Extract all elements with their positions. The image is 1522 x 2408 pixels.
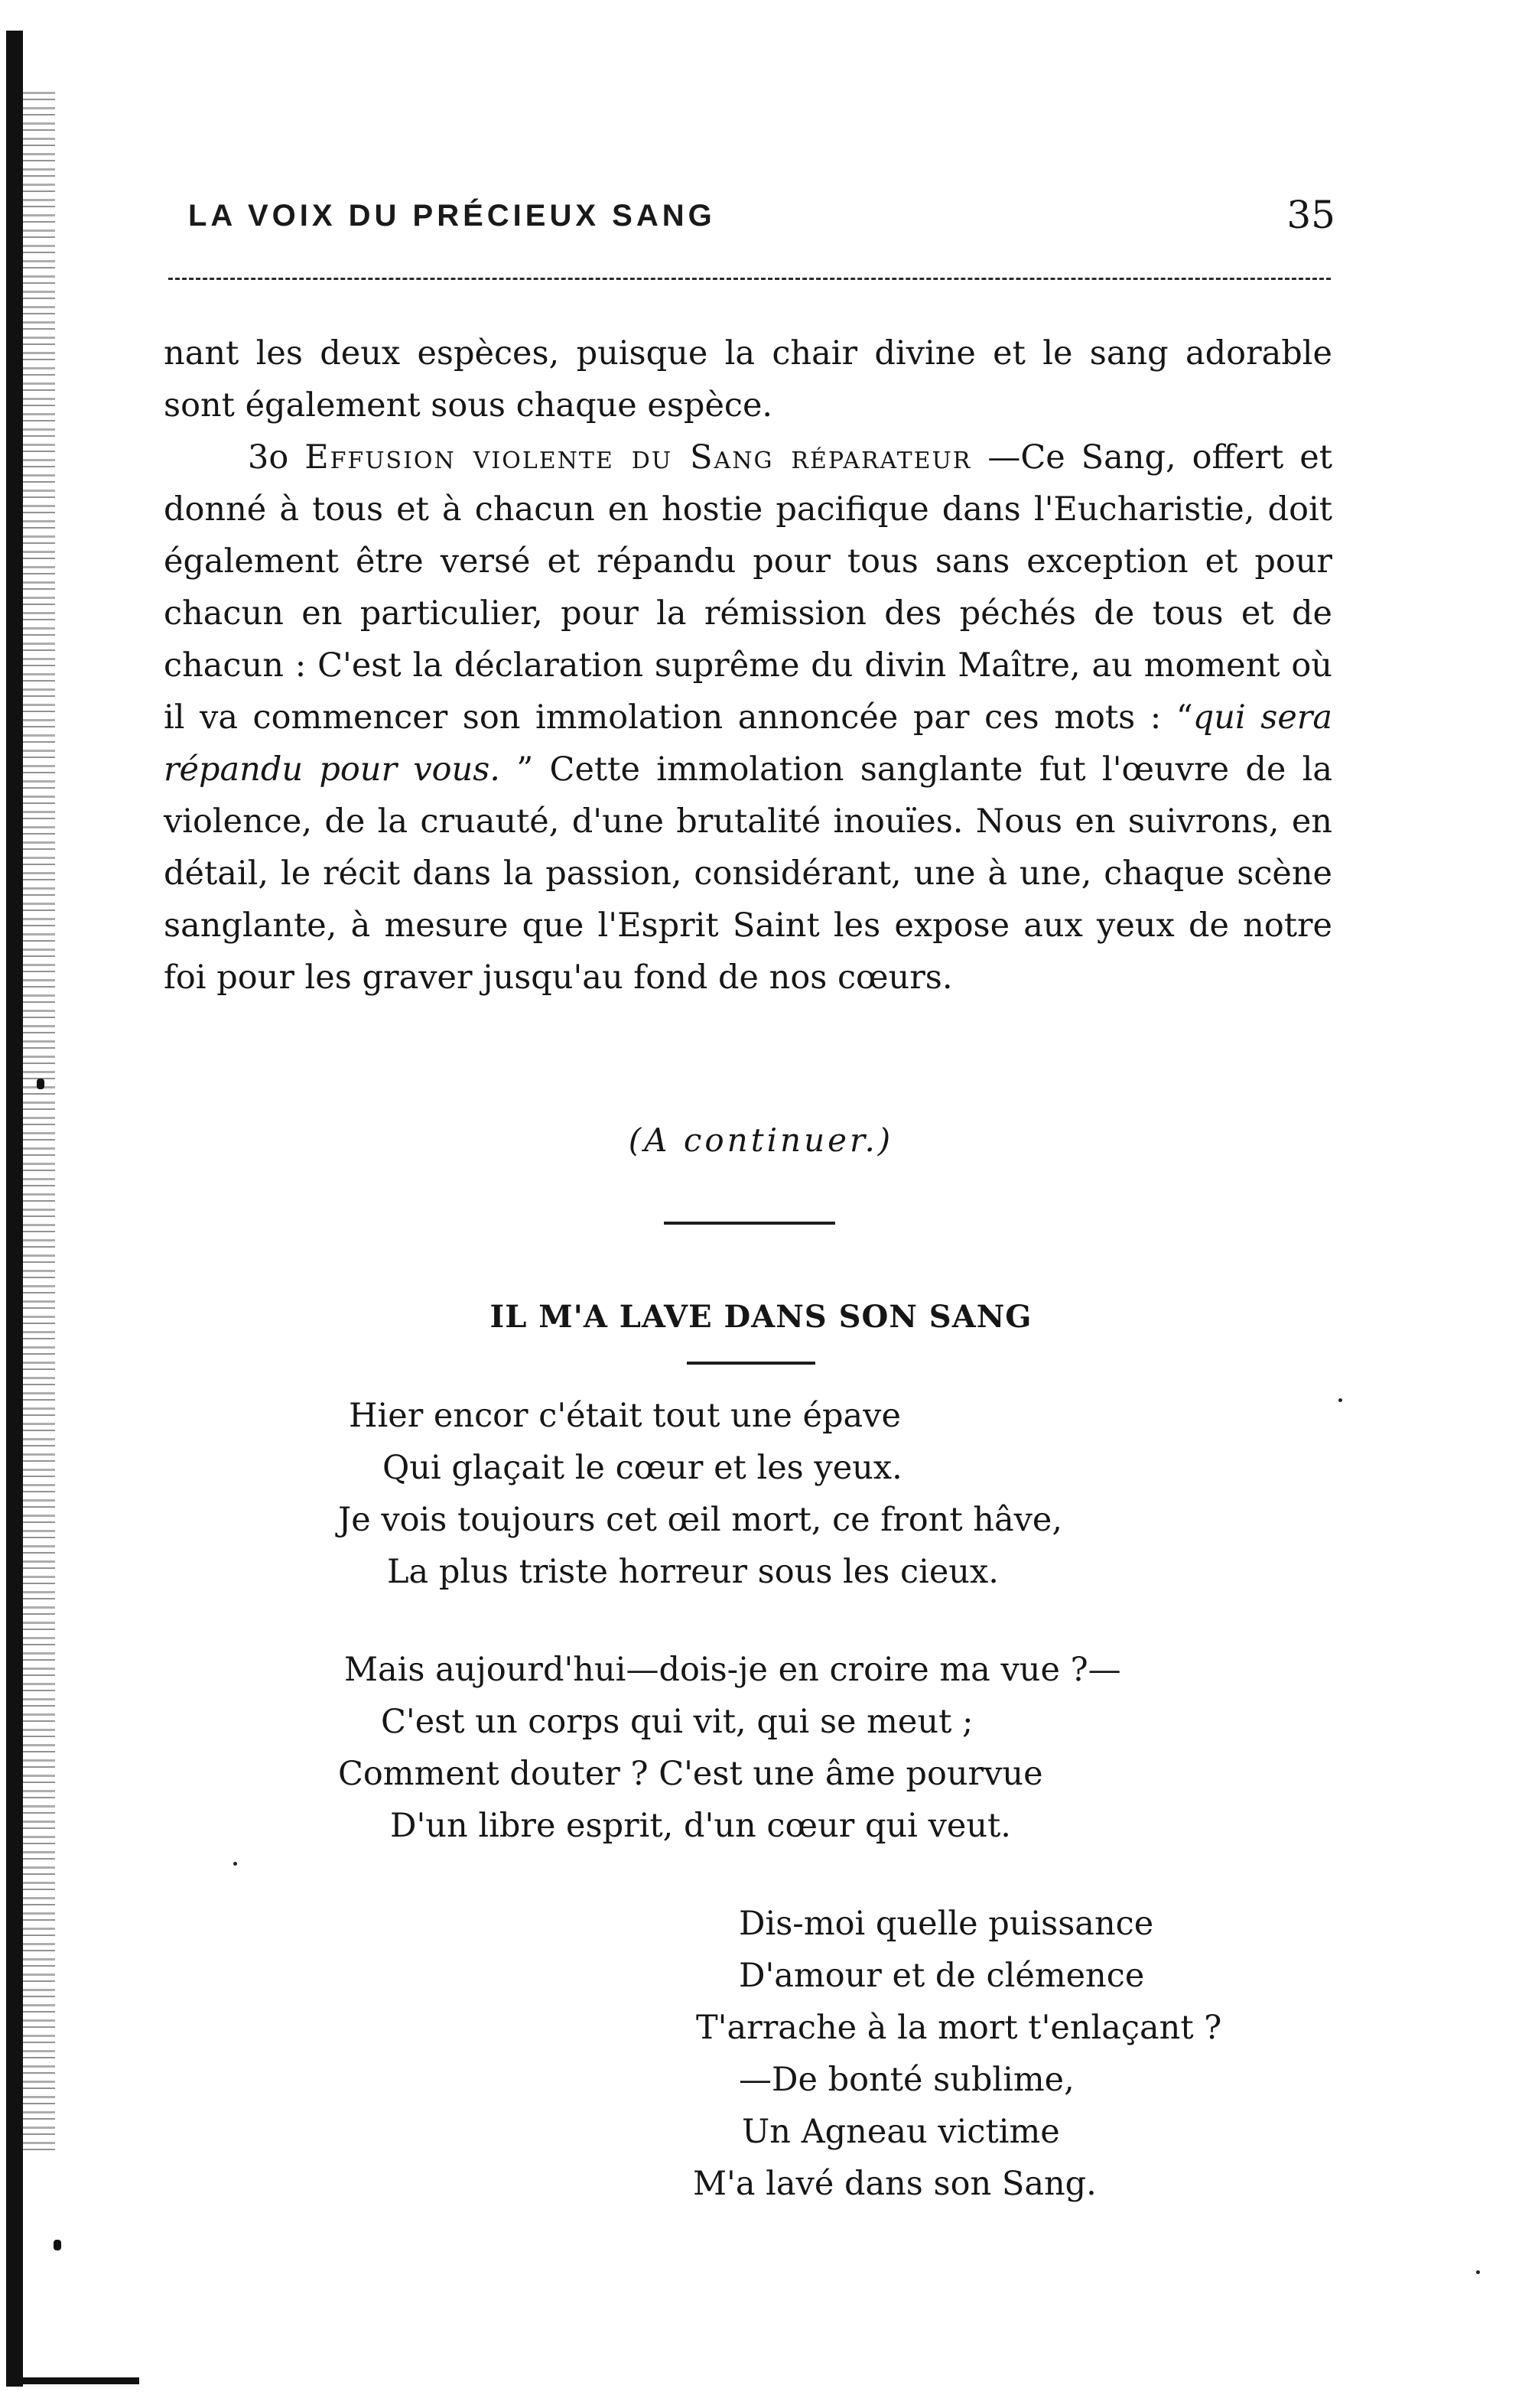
refrain-line: T'arrache à la mort t'enlaçant ? xyxy=(696,2009,1222,2047)
poem-line: Comment douter ? C'est une âme pourvue xyxy=(338,1755,1043,1793)
paragraph-2-text-a: —Ce Sang, offert et donné à tous et à chacun en hostie pacifique dans l'Eucharistie, doit également être versé et répandu pour tous sans exception et pour chacun en particulier, pour la rémission des péchés de tous et de chacun : C'est la déclaration suprême du divin Maître, au moment où il va commencer son immolation annoncée par ces mots : “ xyxy=(164,438,1333,737)
poem-line: La plus triste horreur sous les cieux. xyxy=(387,1553,999,1591)
poem-line: C'est un corps qui vit, qui se meut ; xyxy=(381,1703,974,1741)
section-heading: Effusion violente du Sang réparateur xyxy=(304,438,972,477)
binding-foot xyxy=(17,2377,139,2384)
poem-line: Hier encor c'était tout une épave xyxy=(349,1397,901,1435)
page-number: 35 xyxy=(1286,193,1335,237)
paragraph-2-text-b: ” Cette immolation sanglante fut l'œuvre de la violence, de la cruauté, d'une brutalité inouïes. Nous en suivrons, en détail, le récit dans la passion, considérant, une à une, chaque scène sanglante, à mesure que l'Esprit Saint les expose aux yeux de notre foi pour les graver jusqu'au fond de nos cœurs. xyxy=(164,750,1332,997)
poem-line: Mais aujourd'hui—dois-je en croire ma vue ?— xyxy=(344,1651,1121,1689)
refrain-line: D'amour et de clémence xyxy=(739,1957,1145,1995)
continuation-note: (A continuer.) xyxy=(628,1121,894,1159)
running-head xyxy=(188,193,1335,246)
section-separator xyxy=(664,1222,835,1225)
poem-title-rule xyxy=(687,1362,815,1365)
poem-title: IL M'A LAVE DANS SON SANG xyxy=(489,1299,1033,1335)
header-rule xyxy=(168,278,1331,280)
refrain-line: Dis-moi quelle puissance xyxy=(739,1905,1154,1943)
paragraph-1-text: nant les deux espèces, puisque la chair divine et le sang adorable sont également sous chaque espèce. xyxy=(164,334,1332,425)
refrain-line: Un Agneau victime xyxy=(742,2113,1060,2151)
binding-speck xyxy=(54,2240,61,2250)
stray-mark xyxy=(233,1862,237,1866)
running-title: LA VOIX DU PRÉCIEUX SANG xyxy=(188,199,716,233)
poem-line: Qui glaçait le cœur et les yeux. xyxy=(382,1449,902,1487)
refrain-line: —De bonté sublime, xyxy=(739,2061,1075,2099)
paragraph-1 xyxy=(164,327,1332,431)
scripture-quote: qui sera répandu pour vous. xyxy=(164,698,1332,789)
binding-edge xyxy=(6,31,23,2387)
paragraph-2 xyxy=(164,431,1332,1004)
poem-line: Je vois toujours cet œil mort, ce front hâve, xyxy=(338,1501,1063,1539)
stray-mark xyxy=(1338,1398,1342,1402)
binding-speck xyxy=(37,1079,44,1089)
stray-mark xyxy=(1476,2270,1480,2274)
poem-line: D'un libre esprit, d'un cœur qui veut. xyxy=(390,1807,1011,1845)
section-number: 3o xyxy=(248,438,289,477)
refrain-line: M'a lavé dans son Sang. xyxy=(693,2165,1097,2203)
article-body xyxy=(164,327,1332,1004)
